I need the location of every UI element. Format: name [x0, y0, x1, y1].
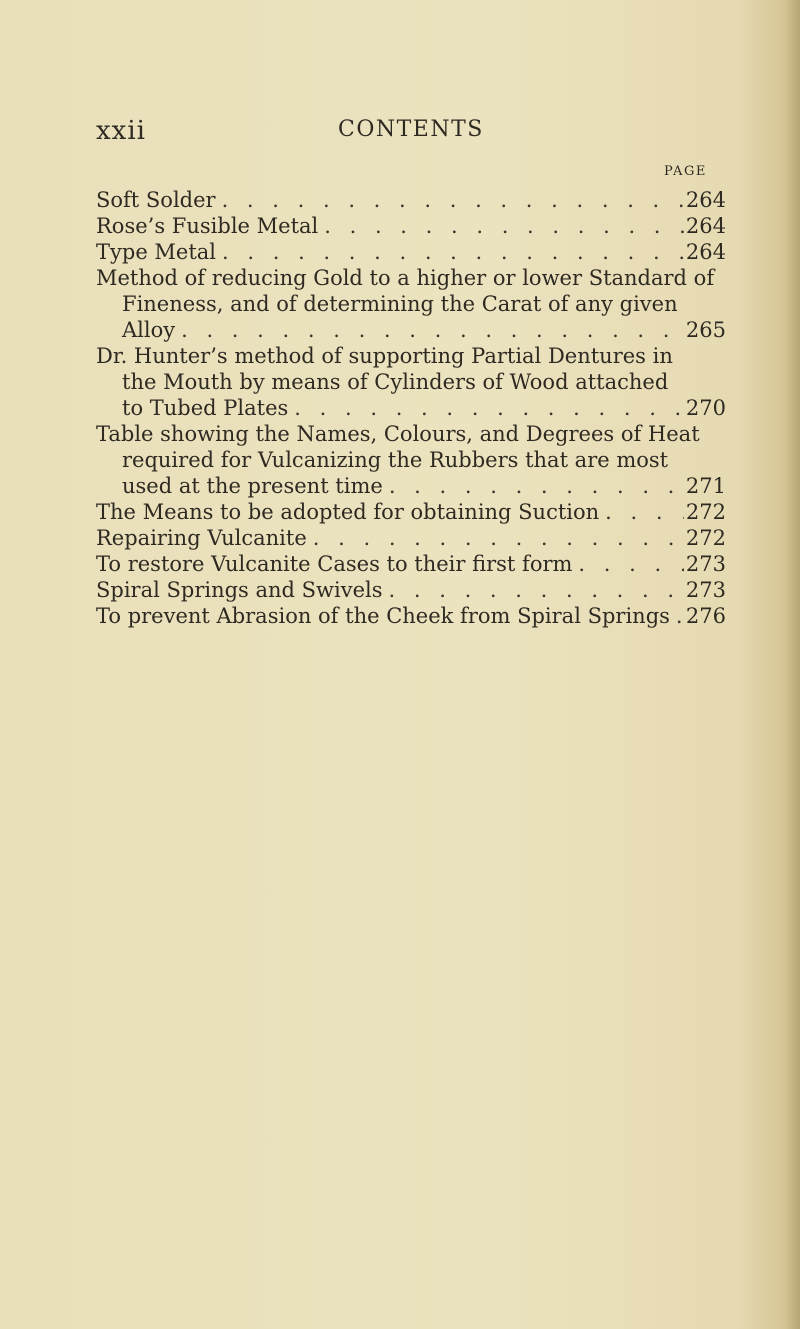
toc-entry-title: To restore Vulcanite Cases to their first form [96, 552, 573, 576]
toc-entry-title: Method of reducing Gold to a higher or lower Standard of [96, 266, 715, 290]
toc-entry-title: Spiral Springs and Swivels [96, 578, 383, 602]
toc-entry-title: Rose’s Fusible Metal [96, 214, 319, 238]
toc-entry-title: used at the present time [122, 474, 383, 498]
toc-entry [96, 239, 726, 265]
toc-page-number: 270 [685, 396, 726, 420]
toc-page-number: 273 [685, 578, 726, 602]
toc-entry-title: The Means to be adopted for obtaining Suction [96, 500, 600, 524]
toc-entry-title: Repairing Vulcanite [96, 526, 307, 550]
page-number-roman: xxii [96, 116, 146, 146]
dot-leader [216, 187, 684, 213]
toc-entry-title: Soft Solder [96, 188, 216, 212]
running-head [96, 116, 736, 146]
toc-entry [96, 265, 726, 343]
dot-leader [383, 473, 684, 499]
dot-leader [175, 317, 684, 343]
toc-entry-title: required for Vulcanizing the Rubbers that are most [122, 448, 669, 472]
toc-entry-title: to Tubed Plates [122, 396, 289, 420]
toc-page-number: 265 [685, 318, 726, 342]
dot-leader [572, 551, 684, 577]
toc-entry-title: Type Metal [96, 240, 217, 264]
toc-entry [96, 525, 726, 551]
toc-page-number: 272 [685, 526, 726, 550]
toc-page-number: 271 [685, 474, 726, 498]
toc-entry-title: To prevent Abrasion of the Cheek from Spiral Springs [96, 604, 670, 628]
toc-page-number: 264 [685, 188, 726, 212]
toc-page-number: 264 [685, 240, 726, 264]
page-column-label: PAGE [664, 164, 707, 179]
toc-entry [96, 213, 726, 239]
toc-page-number: 276 [685, 604, 726, 628]
page-title: CONTENTS [338, 117, 484, 142]
toc-entry-title: Dr. Hunter’s method of supporting Partial Dentures in [96, 344, 673, 368]
toc-entry [96, 343, 726, 421]
toc-entry [96, 499, 726, 525]
toc-entry [96, 187, 726, 213]
toc-entry [96, 421, 726, 499]
dot-leader [216, 239, 684, 265]
toc-entry [96, 603, 726, 629]
toc-entry-title: Table showing the Names, Colours, and Degrees of Heat [96, 422, 700, 446]
toc-page-number: 272 [685, 500, 726, 524]
toc-page-number: 264 [685, 214, 726, 238]
dot-leader [383, 577, 684, 603]
dot-leader [288, 395, 684, 421]
contents-list [96, 187, 726, 629]
toc-entry [96, 551, 726, 577]
page-edge-shadow [786, 0, 800, 1329]
toc-entry-title: the Mouth by means of Cylinders of Wood attached [122, 370, 669, 394]
toc-entry-title: Alloy [122, 318, 176, 342]
dot-leader [318, 213, 684, 239]
dot-leader [670, 603, 684, 629]
toc-entry-title: Fineness, and of determining the Carat of any given [122, 292, 678, 316]
toc-entry [96, 577, 726, 603]
dot-leader [599, 499, 684, 525]
toc-page-number: 273 [685, 552, 726, 576]
dot-leader [307, 525, 684, 551]
